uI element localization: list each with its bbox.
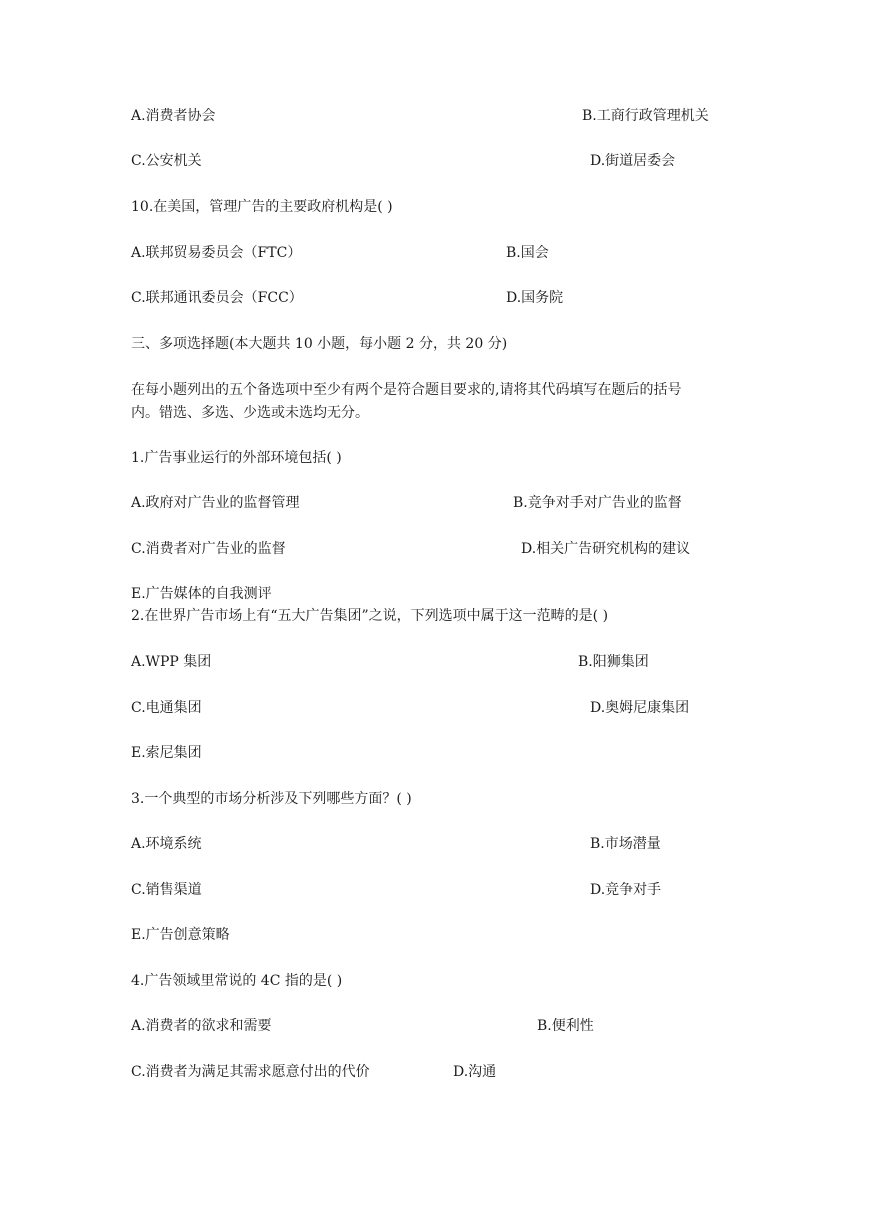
q9-option-c: C.公安机关 bbox=[131, 153, 202, 169]
m3-option-a: A.环境系统 bbox=[131, 836, 202, 852]
q10-option-d: D.国务院 bbox=[506, 290, 564, 306]
q10-option-c: C.联邦通讯委员会（FCC） bbox=[131, 290, 303, 306]
m2-option-a: A.WPP 集团 bbox=[131, 654, 212, 670]
m3-option-d: D.竞争对手 bbox=[590, 882, 662, 898]
m1-option-e: E.广告媒体的自我测评 bbox=[131, 586, 272, 602]
m3-option-b: B.市场潜量 bbox=[590, 836, 661, 852]
section-3-title: 三、多项选择题(本大题共 10 小题，每小题 2 分，共 20 分) bbox=[131, 336, 508, 352]
m3-option-c: C.销售渠道 bbox=[131, 882, 202, 898]
m4-option-d: D.沟通 bbox=[453, 1064, 497, 1080]
q10-option-a: A.联邦贸易委员会（FTC） bbox=[131, 245, 302, 261]
m1-stem: 1.广告事业运行的外部环境包括( ) bbox=[131, 450, 342, 466]
m4-option-a: A.消费者的欲求和需要 bbox=[131, 1018, 272, 1034]
q9-option-a: A.消费者协会 bbox=[131, 108, 216, 124]
q10-stem: 10.在美国，管理广告的主要政府机构是( ) bbox=[131, 199, 393, 215]
m2-option-e: E.索尼集团 bbox=[131, 745, 202, 761]
m4-option-c: C.消费者为满足其需求愿意付出的代价 bbox=[131, 1064, 370, 1080]
m1-option-b: B.竞争对手对广告业的监督 bbox=[513, 495, 682, 511]
q10-option-b: B.国会 bbox=[506, 245, 549, 261]
m4-option-b: B.便利性 bbox=[537, 1018, 594, 1034]
m3-option-e: E.广告创意策略 bbox=[131, 927, 230, 943]
m1-option-d: D.相关广告研究机构的建议 bbox=[521, 541, 691, 557]
m2-option-c: C.电通集团 bbox=[131, 700, 202, 716]
q9-option-b: B.工商行政管理机关 bbox=[582, 108, 709, 124]
section-3-instruction-line2: 内。错选、多选、少选或未选均无分。 bbox=[131, 405, 369, 421]
q9-option-d: D.街道居委会 bbox=[590, 153, 676, 169]
m2-stem: 2.在世界广告市场上有“五大广告集团”之说，下列选项中属于这一范畴的是( ) bbox=[131, 608, 609, 624]
m2-option-b: B.阳狮集团 bbox=[578, 654, 649, 670]
m1-option-c: C.消费者对广告业的监督 bbox=[131, 541, 286, 557]
m1-option-a: A.政府对广告业的监督管理 bbox=[131, 495, 300, 511]
m4-stem: 4.广告领域里常说的 4C 指的是( ) bbox=[131, 973, 343, 989]
m2-option-d: D.奥姆尼康集团 bbox=[590, 700, 690, 716]
section-3-instruction-line1: 在每小题列出的五个备选项中至少有两个是符合题目要求的,请将其代码填写在题后的括号 bbox=[131, 382, 682, 398]
m3-stem: 3.一个典型的市场分析涉及下列哪些方面？( ) bbox=[131, 791, 412, 807]
